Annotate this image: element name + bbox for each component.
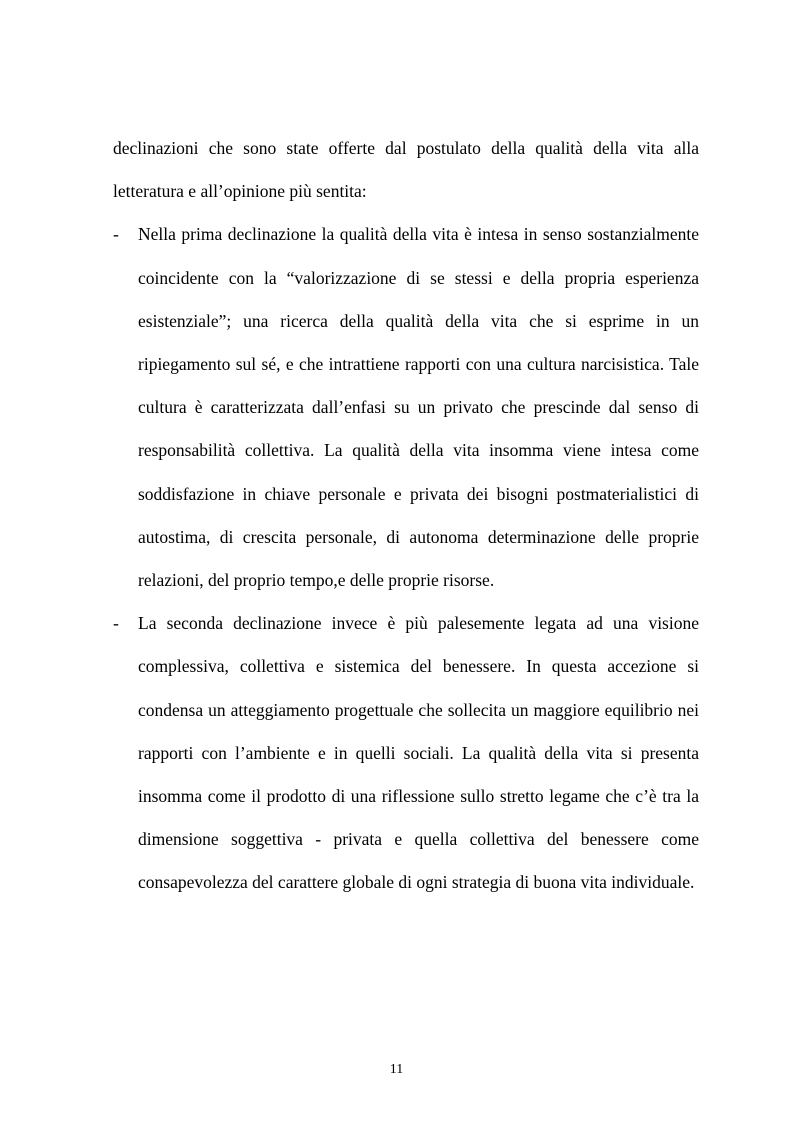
bullet-marker: - (113, 613, 119, 634)
page-number: 11 (389, 1062, 404, 1077)
bullet-item-second-declination (113, 602, 699, 904)
bullet-marker: - (113, 224, 119, 245)
bullet-text: La seconda declinazione invece è più palesemente legata ad una visione complessiva, collettiva e sistemica del benessere. In questa accezione si condensa un atteggiamento progettuale che sollecita un maggiore equilibrio nei rapporti con l’ambiente e in quelli sociali. La qualità della vita si presenta insomma come il prodotto di una riflessione sullo stretto legame che c’è tra la dimensione soggettiva - privata e quella collettiva del benessere come consapevolezza del carattere globale di ogni strategia di buona vita individuale. (138, 613, 699, 893)
bullet-item-first-declination (113, 213, 699, 602)
bullet-text: Nella prima declinazione la qualità della vita è intesa in senso sostanzialmente coincidente con la “valorizzazione di se stessi e della propria esperienza esistenziale”; una ricerca della qualità della vita che si esprime in un ripiegamento sul sé, e che intrattiene rapporti con una cultura narcisistica. Tale cultura è caratterizzata dall’enfasi su un privato che prescinde dal senso di responsabilità collettiva. La qualità della vita insomma viene intesa come soddisfazione in chiave personale e privata dei bisogni postmaterialistici di autostima, di crescita personale, di autonoma determinazione delle proprie relazioni, del proprio tempo,e delle proprie risorse. (138, 224, 699, 591)
intro-paragraph: declinazioni che sono state offerte dal postulato della qualità della vita alla letteratura e all’opinione più sentita: (113, 138, 699, 202)
bullet-list (113, 213, 699, 904)
body-text (113, 127, 699, 905)
